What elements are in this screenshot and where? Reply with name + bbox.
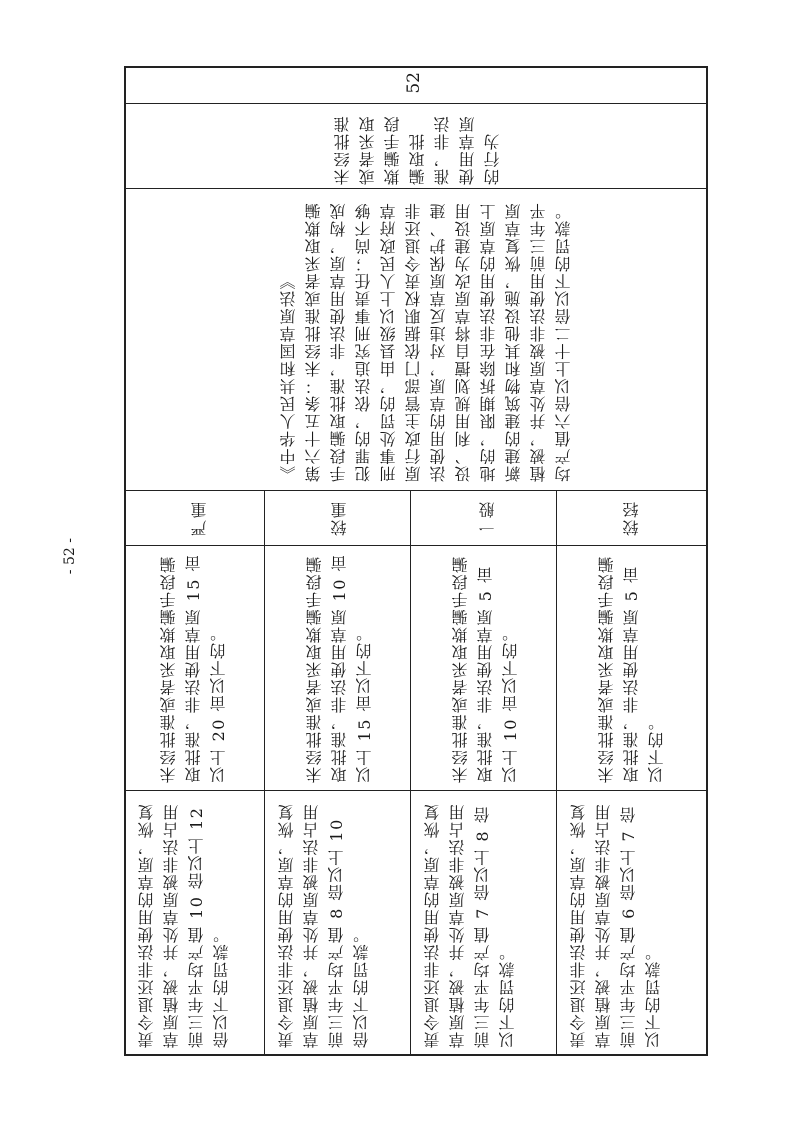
- penalty-1: 责令退还非法使用的草原，恢复草原植被，并处草原被非法占用前三年平均产值 6 倍以上 7 倍以下的罚款。: [569, 803, 663, 1048]
- table-border-left: [124, 66, 126, 1056]
- level-label-4: 严重: [190, 500, 209, 536]
- level-label-2: 一般: [478, 500, 497, 536]
- violation-description: 未经批准或者采取欺骗手段骗取批准，非法使用草原的行为: [333, 115, 502, 185]
- circumstance-3: 未经批准或者采取欺骗手段骗取批准，非法使用草原 10 亩以上 15 亩以下的。: [305, 553, 374, 783]
- divider-legal-basis: [124, 490, 708, 491]
- penalty-3: 责令退还非法使用的草原，恢复草原植被，并处草原被非法占用前三年平均产值 8 倍以上 10 倍以下的罚款。: [277, 803, 371, 1048]
- divider-level-3: [556, 490, 557, 1055]
- legal-basis: [276, 198, 573, 482]
- divider-level: [124, 545, 708, 546]
- row-number: 52: [404, 72, 424, 94]
- penalty-2: 责令退还非法使用的草原，恢复草原植被，并处草原被非法占用前三年平均产值 7 倍以上 8 倍以下的罚款。: [423, 803, 517, 1048]
- divider-level-1: [264, 490, 265, 1055]
- table-border-top: [124, 66, 708, 68]
- penalty-4: 责令退还非法使用的草原，恢复草原植被，并处草原被非法占用前三年平均产值 10 倍以上 12 倍以下的罚款。: [137, 803, 231, 1048]
- circumstance-4: 未经批准或者采取欺骗手段骗取批准，非法使用草原 15 亩以上 20 亩以下的。: [159, 553, 228, 783]
- divider-row-number: [124, 103, 708, 104]
- circumstance-1: 未经批准或者采取欺骗手段骗取批准，非法使用草原 5 亩以下的。: [597, 555, 666, 783]
- divider-level-2: [410, 490, 411, 1055]
- level-label-1: 较轻: [622, 500, 641, 536]
- legal-basis-text: 第六十五条：未经批准或者采取欺骗手段骗取批准，非法使用草原，构成犯罪的，依法追究刑事责任；尚不够刑事处罚的，由县级以上人民政府草原行政主管部门依据职权责令退还非法使用的草原，对违反草原保护、建设、利用规划擅自将草原改为建设用地的，限期拆除在非法使用的草原上新建的建筑物和其他设施，恢复草原植被，并处草原被非法使用前三年平均产值六倍以上十二倍以下的罚款。: [304, 202, 573, 482]
- level-label-3: 较重: [330, 500, 349, 536]
- table-border-right: [706, 66, 708, 1056]
- page-number: - 52 -: [62, 538, 78, 575]
- divider-circumstance: [124, 790, 708, 791]
- divider-violation: [124, 188, 708, 189]
- circumstance-2: 未经批准或者采取欺骗手段骗取批准，非法使用草原 5 亩以上 10 亩以下的。: [451, 555, 520, 783]
- table-border-bottom: [124, 1054, 708, 1056]
- legal-basis-title: 《中华人民共和国草原法》: [279, 272, 298, 482]
